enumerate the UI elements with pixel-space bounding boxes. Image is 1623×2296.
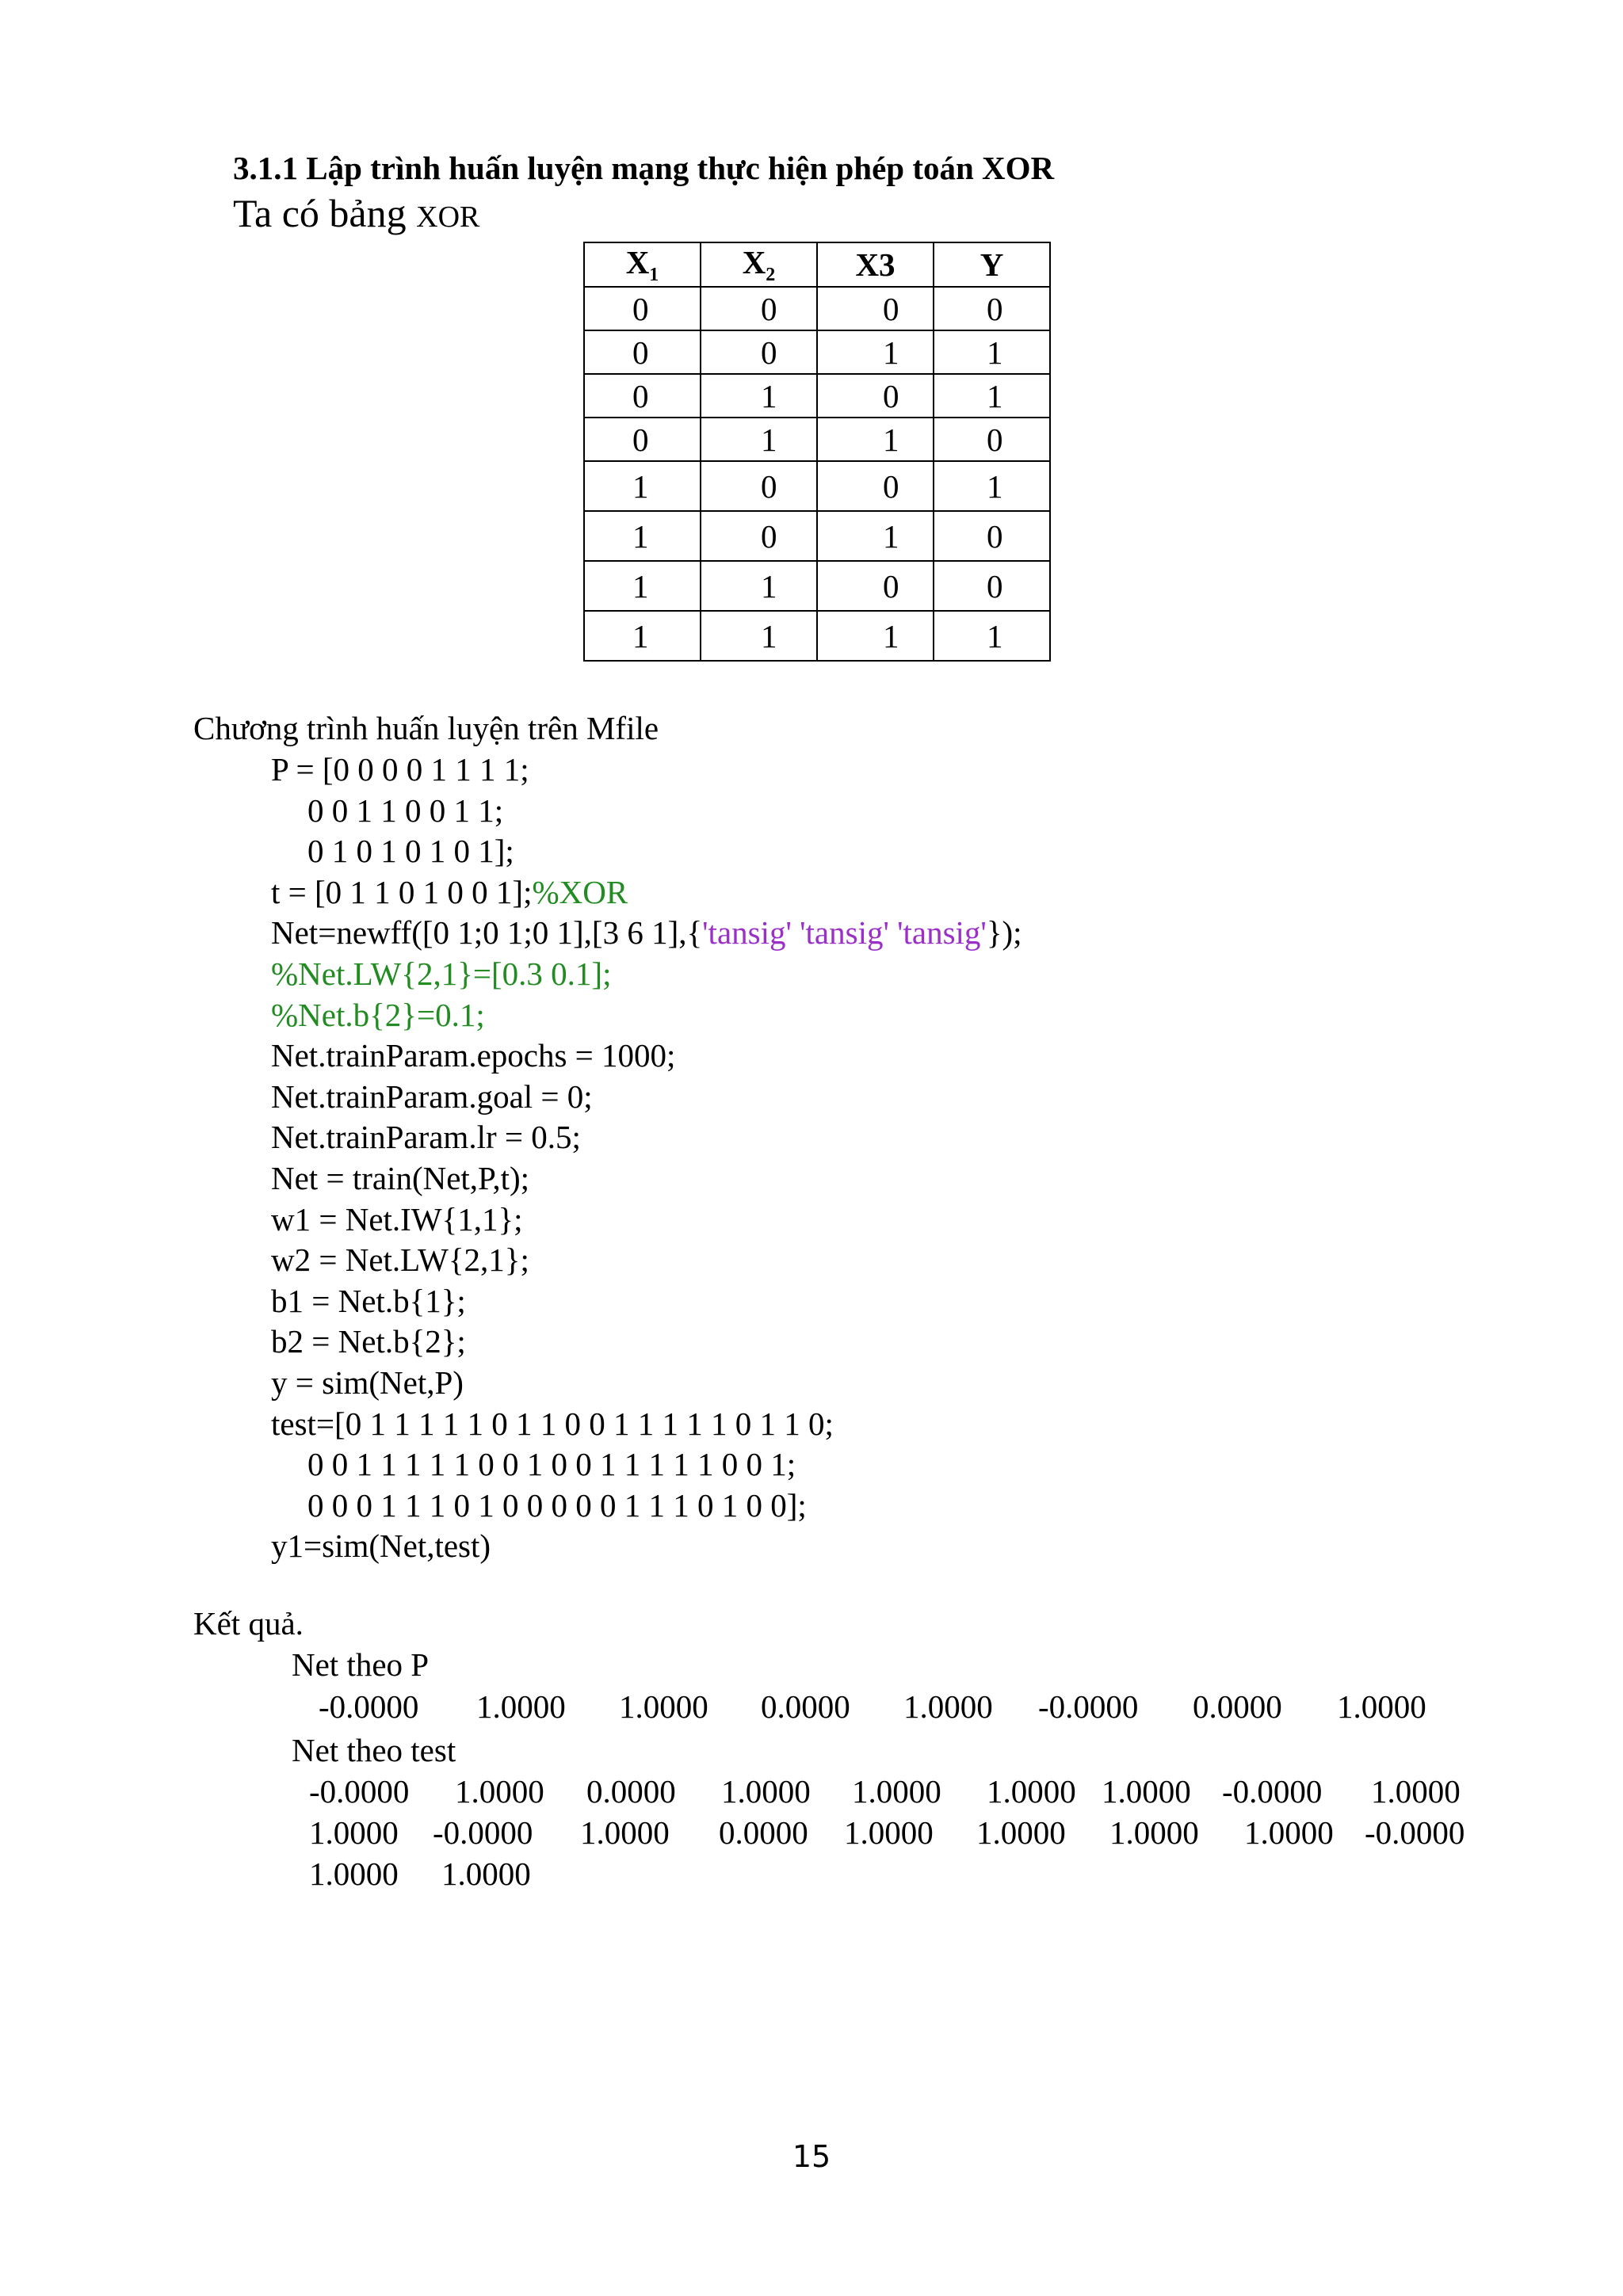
code-comment: %Net.b{2}=0.1; [271, 996, 485, 1033]
result-value: 1.0000 [455, 1773, 544, 1810]
code-text: 0 0 1 1 0 0 1 1; [307, 791, 504, 829]
table-cell: 0 [584, 374, 701, 418]
result-value: 1.0000 [580, 1814, 670, 1851]
table-cell: 0 [584, 287, 701, 330]
table-cell: 1 [701, 418, 817, 461]
table-cell: 1 [701, 561, 817, 611]
result-value: 1.0000 [721, 1773, 811, 1810]
code-text: b2 = Net.b{2}; [271, 1323, 466, 1360]
table-row [584, 418, 1050, 461]
code-text: P = [0 0 0 0 1 1 1 1; [271, 751, 529, 788]
table-cell: 0 [817, 561, 934, 611]
code-listing [271, 749, 1022, 1567]
code-text: b1 = Net.b{1}; [271, 1282, 466, 1319]
table-cell: 1 [584, 611, 701, 661]
code-text: Net.trainParam.lr = 0.5; [271, 1119, 581, 1156]
result-value: -0.0000 [1038, 1688, 1139, 1725]
table-row [584, 511, 1050, 561]
code-text: y1=sim(Net,test) [271, 1527, 491, 1565]
table-row [584, 287, 1050, 330]
table-cell: 0 [584, 418, 701, 461]
table-cell: 0 [584, 330, 701, 374]
code-line [271, 1035, 1022, 1077]
code-line [271, 872, 1022, 913]
table-cell: 0 [817, 287, 934, 330]
intro-table-word: XOR [416, 200, 480, 234]
result-value: -0.0000 [309, 1773, 410, 1810]
code-line [271, 1404, 1022, 1445]
result-value: 0.0000 [1193, 1688, 1282, 1725]
result-value: 1.0000 [844, 1814, 934, 1851]
code-line [271, 1240, 1022, 1281]
table-cell: 0 [701, 511, 817, 561]
code-line [271, 1077, 1022, 1118]
program-title: Chương trình huấn luyện trên Mfile [193, 710, 659, 746]
table-row [584, 461, 1050, 511]
result-value: 1.0000 [852, 1773, 941, 1810]
code-text: Net=newff([0 1;0 1;0 1],[3 6 1],{ [271, 914, 703, 952]
table-cell: 0 [701, 287, 817, 330]
code-line [271, 1199, 1022, 1241]
code-text: Net.trainParam.goal = 0; [271, 1077, 593, 1115]
table-cell: 0 [701, 461, 817, 511]
code-text: y = sim(Net,P) [271, 1363, 464, 1401]
table-cell: 1 [584, 461, 701, 511]
code-comment: %Net.LW{2,1}=[0.3 0.1]; [271, 955, 612, 992]
table-cell: 0 [934, 561, 1050, 611]
result-value: 1.0000 [1109, 1814, 1199, 1851]
result-value: 1.0000 [1371, 1773, 1461, 1810]
code-line [271, 1363, 1022, 1404]
table-cell: 1 [701, 374, 817, 418]
header-x1: $X_1$ [584, 242, 701, 287]
result-value: 1.0000 [1337, 1688, 1426, 1725]
header-x2: $X_2$ [701, 242, 817, 287]
table-cell: 1 [817, 330, 934, 374]
result-value: 0.0000 [586, 1773, 676, 1810]
code-text: Net = train(Net,P,t); [271, 1159, 529, 1196]
result-value: 1.0000 [1244, 1814, 1334, 1851]
result-value: 1.0000 [441, 1855, 531, 1892]
table-cell: 1 [934, 330, 1050, 374]
result-value: 0.0000 [761, 1688, 850, 1725]
code-line [271, 1444, 1022, 1486]
code-line [271, 1158, 1022, 1199]
table-cell: 1 [817, 418, 934, 461]
code-line [271, 995, 1022, 1036]
code-comment: %XOR [532, 873, 628, 910]
code-text: 0 0 1 1 1 1 1 0 0 1 0 0 1 1 1 1 1 0 0 1; [307, 1446, 796, 1483]
table-row [584, 374, 1050, 418]
table-cell: 0 [934, 287, 1050, 330]
code-text: test=[0 1 1 1 1 1 0 1 1 0 0 1 1 1 1 1 0 1 1 0; [271, 1405, 834, 1442]
result-value: -0.0000 [1365, 1814, 1465, 1851]
code-text: t = [0 1 1 0 1 0 0 1]; [271, 873, 533, 910]
header-y: Y [934, 242, 1050, 287]
result-value: -0.0000 [1222, 1773, 1323, 1810]
result-value: -0.0000 [319, 1688, 419, 1725]
result-value: 1.0000 [1102, 1773, 1191, 1810]
table-cell: 1 [701, 611, 817, 661]
result-value: 1.0000 [903, 1688, 993, 1725]
header-x3: X3 [817, 242, 934, 287]
result-test-label: Net theo test [292, 1732, 456, 1768]
page-number: 15 [792, 2139, 831, 2174]
code-line [271, 954, 1022, 995]
table-cell: 0 [701, 330, 817, 374]
table-cell: 1 [584, 561, 701, 611]
table-cell: 0 [934, 511, 1050, 561]
code-line [271, 791, 1022, 832]
code-line [271, 1281, 1022, 1322]
result-p-label: Net theo P [292, 1646, 430, 1683]
table-header-row [584, 242, 1050, 287]
code-line [271, 913, 1022, 954]
intro-text [233, 190, 479, 236]
table-cell: 1 [584, 511, 701, 561]
table-cell: 1 [817, 511, 934, 561]
code-line [271, 1322, 1022, 1363]
code-text: w2 = Net.LW{2,1}; [271, 1241, 529, 1279]
table-cell: 1 [934, 611, 1050, 661]
intro-label: Ta có bảng [233, 191, 417, 235]
code-text: 0 0 0 1 1 1 0 1 0 0 0 0 0 1 1 1 0 1 0 0]; [307, 1486, 807, 1524]
code-line [271, 1486, 1022, 1527]
result-title: Kết quả. [193, 1605, 304, 1642]
result-value: 1.0000 [619, 1688, 708, 1725]
section-heading: 3.1.1 Lập trình huấn luyện mạng thực hiện phép toán XOR [233, 150, 1055, 186]
code-line [271, 1117, 1022, 1158]
table-row [584, 330, 1050, 374]
result-value: 1.0000 [476, 1688, 566, 1725]
result-value: 1.0000 [976, 1814, 1066, 1851]
result-value: 1.0000 [987, 1773, 1076, 1810]
result-value: 0.0000 [719, 1814, 808, 1851]
table-cell: 0 [817, 461, 934, 511]
code-text: w1 = Net.IW{1,1}; [271, 1200, 523, 1238]
table-cell: 1 [934, 374, 1050, 418]
result-value: 1.0000 [309, 1814, 399, 1851]
xor-truth-table [583, 242, 1051, 662]
table-cell: 0 [817, 374, 934, 418]
table-cell: 0 [934, 418, 1050, 461]
code-line [271, 749, 1022, 791]
table-cell: 1 [934, 461, 1050, 511]
result-value: 1.0000 [309, 1855, 399, 1892]
code-text: 0 1 0 1 0 1 0 1]; [307, 833, 514, 870]
code-text: }); [986, 914, 1022, 952]
code-string: 'tansig' 'tansig' 'tansig' [702, 914, 987, 952]
table-row [584, 561, 1050, 611]
code-line [271, 831, 1022, 872]
table-cell: 1 [817, 611, 934, 661]
result-value: -0.0000 [433, 1814, 533, 1851]
code-line [271, 1526, 1022, 1567]
code-text: Net.trainParam.epochs = 1000; [271, 1037, 676, 1074]
table-row [584, 611, 1050, 661]
